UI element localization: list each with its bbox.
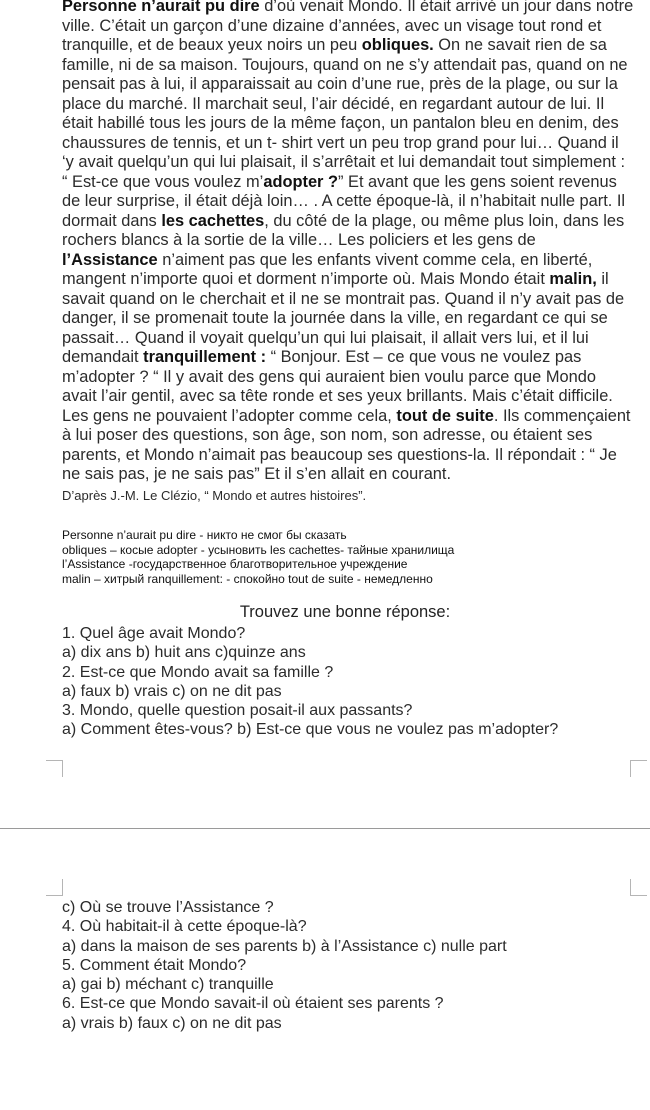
glossary-line: l’Assistance -государственное благотворительное учреждение	[62, 557, 408, 571]
text-run: demandait	[62, 348, 144, 366]
bold-term: tout de suite	[396, 406, 494, 425]
paragraph-2	[62, 348, 634, 485]
questions-page-2	[62, 898, 642, 1033]
question-line: 5. Comment était Mondo?	[62, 956, 247, 974]
bold-term: les cachettes	[161, 211, 265, 230]
page-corner-mark	[630, 760, 647, 777]
text-run: . Ils commençaient à lui poser des questions, son âge, son nom, son adresse, ou étaient ses parents, et Mondo n’aimait pas beaucoup ses questions-la. Il répondait : “ Je ne sais pas, je ne sais pas” Et il s’en allait en courant.	[62, 406, 631, 483]
glossary-line: obliques – косые adopter - усыновить les cachettes- тайные хранилища	[62, 542, 455, 557]
text-run: n’aiment pas que les enfants vivent comme cela, en liberté, mangent n’importe quoi et dorment n’importe où. Mais Mondo était	[62, 250, 593, 288]
text-run: “ Bonjour. Est – ce que vous ne voulez pas m’adopter ? “ Il y avait des gens qui auraient bien voulu parce que Mondo avait l’air gentil, avec sa tête ronde et ses yeux brillants. Mais c’était difficile. Les gens ne pouvaient l’adopter comme cela,	[62, 348, 613, 425]
page-corner-mark	[630, 879, 647, 896]
bold-term: adopter ?	[263, 172, 338, 191]
bold-term: l’Assistance	[62, 250, 158, 269]
answer-line: a) gai b) méchant c) tranquille	[62, 976, 274, 994]
answer-line: a) Comment êtes-vous? b) Est-ce que vous ne voulez pas m’adopter?	[62, 721, 559, 739]
main-text	[62, 0, 634, 506]
text-run: On ne savait rien de sa famille, ni de sa maison. Toujours, quand on ne s’y attendait pas, quand on ne pensait pas à lui, il apparaissait au coin d’une rue, près de la plage, ou sur la place du marché. Il marchait seul, l’air décidé, en regardant autour de lui. Il était habillé tous les jours de la même façon, un pantalon bleu en denim, des chaussures de tennis, et un t- shirt vert un peu trop grand pour lui… Quand il ‘y avait quelqu’un qui lui plaisait, il s’arrêtait et lui demandait tout simplement : “ Est-ce que vous voulez m’	[62, 36, 628, 191]
answer-line: c) Où se trouve l’Assistance ?	[62, 899, 274, 916]
text-run: , du côté de la plage, ou même plus loin, dans les rochers blancs à la sortie de la ville… Les policiers et les gens de	[62, 211, 625, 249]
glossary-line: malin – хитрый ranquillement: - спокойно tout de suite - немедленно	[62, 571, 433, 586]
page-corner-mark	[46, 879, 63, 896]
answer-line: a) faux b) vrais c) on ne dit pas	[62, 682, 282, 700]
question-line: 4. Où habitait-il à cette époque-là?	[62, 918, 307, 936]
paragraph-1	[62, 0, 634, 348]
question-line: 1. Quel âge avait Mondo?	[62, 625, 246, 642]
question-line: 2. Est-ce que Mondo avait sa famille ?	[62, 663, 334, 681]
exercise-title: Trouvez une bonne réponse:	[239, 603, 451, 621]
page-corner-mark	[46, 760, 63, 777]
bold-term: malin,	[549, 270, 597, 288]
question-line: 6. Est-ce que Mondo savait-il où étaient ses parents ?	[62, 995, 444, 1013]
answer-line: a) vrais b) faux c) on ne dit pas	[62, 1014, 282, 1032]
glossary-line: Personne n’aurait pu dire - никто не смог бы сказать	[62, 528, 347, 542]
glossary	[62, 528, 642, 586]
text-run: ” Et avant que les gens soient revenus de leur surprise, il était déjà loin… . A cette époque-là, il n’habitait nulle part. Il dormait dans	[62, 172, 626, 230]
text-run: d’où venait Mondo. Il était arrivé un jour dans notre ville. C’était un garçon d’une dizaine d’années, avec un visage tout rond et tranquille, et de beaux yeux noirs un peu	[62, 0, 634, 54]
source-citation: D’après J.-M. Le Clézio, “ Mondo et autres histoires”.	[62, 487, 367, 503]
text-run: il savait quand on le cherchait et il ne se montrait pas. Quand il n’y avait pas de danger, il se promenait toute la journée dans la ville, en regardant ce qui se passait… Quand il voyait quelqu’un qui lui plaisait, il allait vers lui, et il lui	[62, 270, 625, 347]
bold-term: tranquillement :	[143, 348, 267, 366]
questions-page-1	[62, 624, 642, 740]
answer-line: a) dix ans b) huit ans c)quinze ans	[62, 644, 306, 662]
answer-line: a) dans la maison de ses parents b) à l’Assistance c) nulle part	[62, 937, 507, 955]
question-line: 3. Mondo, quelle question posait-il aux passants?	[62, 702, 413, 720]
bold-term: obliques.	[361, 36, 434, 54]
bold-term: Personne n’aurait pu dire	[62, 0, 260, 15]
page-break-divider	[0, 828, 650, 829]
